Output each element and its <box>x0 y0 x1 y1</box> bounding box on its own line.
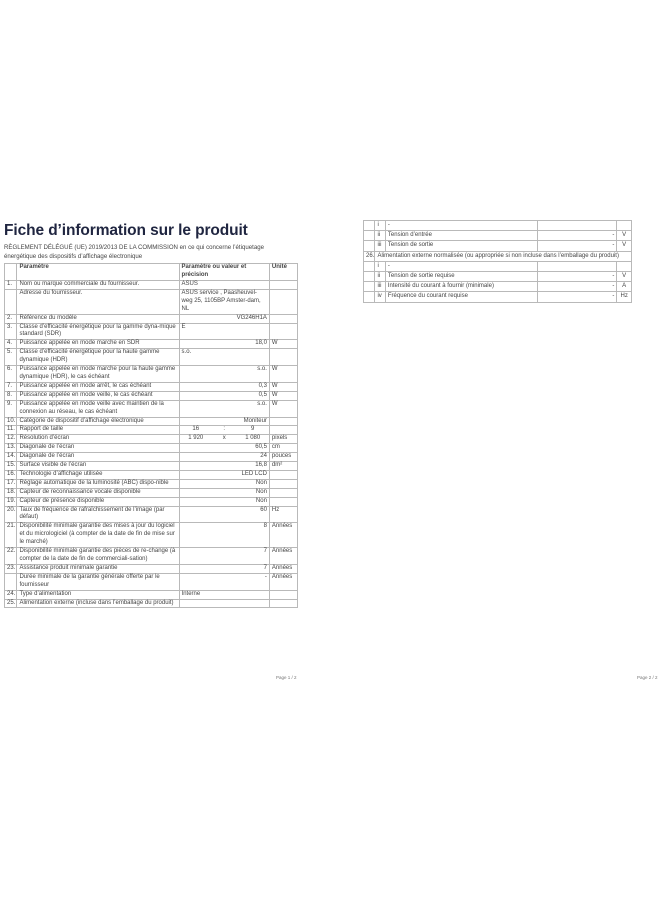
table-row <box>5 382 298 391</box>
row-value: 7 <box>179 564 269 573</box>
value-part: 9 <box>251 426 255 433</box>
row-parameter: Disponibilité minimale garantie des pièces de re-change (à compter de la date de fin de commerciali-sation) <box>17 548 179 565</box>
row-value: ASUS service , Paasheuvel-weg 25, 1105BP Amster-dam, NL <box>179 289 269 314</box>
row-parameter: Fréquence du courant requise <box>385 292 537 302</box>
row-parameter: Diagonale de l’écran <box>17 453 179 462</box>
row-sub-index: iii <box>375 241 385 251</box>
row-value: 24 <box>179 453 269 462</box>
row-parameter: Diagonale de l’écran <box>17 444 179 453</box>
page-number-2: Page 2 / 2 <box>637 675 658 680</box>
table-row <box>5 349 298 366</box>
row-unit: Hz <box>617 292 632 302</box>
row-value: - <box>538 231 617 241</box>
row-unit: W <box>269 382 297 391</box>
table-header-row <box>5 264 298 281</box>
row-value: ASUS <box>179 281 269 290</box>
row-value: 8 <box>179 523 269 548</box>
row-number: 7. <box>5 382 17 391</box>
row-value: LED LCD <box>179 470 269 479</box>
row-unit <box>269 497 297 506</box>
row-sub-index: ii <box>375 231 385 241</box>
row-value: s.o. <box>179 349 269 366</box>
row-parameter: Type d’alimentation <box>17 590 179 599</box>
table-row <box>5 573 298 590</box>
value-part: : <box>223 426 226 433</box>
row-unit <box>269 349 297 366</box>
row-number: 8. <box>5 391 17 400</box>
row-parameter: Capteur de présence disponible <box>17 497 179 506</box>
row-number: 18. <box>5 488 17 497</box>
row-unit <box>269 599 297 608</box>
row-value: 60 <box>179 506 269 523</box>
row-parameter: Adresse du fournisseur. <box>17 289 179 314</box>
row-sub-index: ii <box>375 272 385 282</box>
table-row <box>5 548 298 565</box>
row-number: 3. <box>5 323 17 340</box>
row-unit <box>617 221 632 231</box>
row-unit <box>269 281 297 290</box>
row-value: Non <box>179 479 269 488</box>
table-row <box>5 289 298 314</box>
table-row <box>5 488 298 497</box>
row-value: 7 <box>179 548 269 565</box>
row-number: 19. <box>5 497 17 506</box>
power-supply-table <box>363 220 632 303</box>
row-unit: V <box>617 241 632 251</box>
row-number: 2. <box>5 314 17 323</box>
row-number <box>364 231 375 241</box>
table-row <box>5 314 298 323</box>
row-value: 0,3 <box>179 382 269 391</box>
row-number <box>5 573 17 590</box>
table-row <box>364 231 632 241</box>
table-row <box>5 497 298 506</box>
row-number <box>364 221 375 231</box>
row-value <box>179 435 269 444</box>
value-part: x <box>222 435 226 442</box>
row-value: Interne <box>179 590 269 599</box>
row-parameter: Surface visible de l’écran <box>17 462 179 471</box>
row-parameter: Classe d’efficacité énergétique pour la gamme dyna-mique standard (SDR) <box>17 323 179 340</box>
row-value: 0,5 <box>179 391 269 400</box>
row-unit <box>269 323 297 340</box>
row-number <box>364 292 375 302</box>
row-unit <box>269 488 297 497</box>
row-number: 12. <box>5 435 17 444</box>
table-row <box>5 470 298 479</box>
row-number: 22. <box>5 548 17 565</box>
row-unit <box>269 426 297 435</box>
row-value: 18,0 <box>179 340 269 349</box>
row-unit: cm <box>269 444 297 453</box>
row-unit: W <box>269 366 297 383</box>
row-unit: W <box>269 340 297 349</box>
row-parameter: - <box>385 221 537 231</box>
row-parameter: Puissance appelée en mode marche en SDR <box>17 340 179 349</box>
row-parameter: Technologie d’affichage utilisée <box>17 470 179 479</box>
row-value: 60,5 <box>179 444 269 453</box>
table-row <box>5 400 298 417</box>
row-value: - <box>538 282 617 292</box>
row-parameter: Référence du modèle <box>17 314 179 323</box>
table-row <box>5 523 298 548</box>
row-unit: dm² <box>269 462 297 471</box>
table-row <box>5 444 298 453</box>
table-row <box>364 282 632 292</box>
page-number-1: Page 1 / 2 <box>276 675 297 680</box>
row-unit: pouces <box>269 453 297 462</box>
page-two <box>363 220 632 303</box>
table-row <box>364 221 632 231</box>
row-value: - <box>179 573 269 590</box>
row-number: 25. <box>5 599 17 608</box>
table-row <box>5 417 298 426</box>
row-value: VG246H1A <box>179 314 269 323</box>
row-unit: pixels <box>269 435 297 444</box>
row-parameter: Résolution d’écran <box>17 435 179 444</box>
table-row <box>5 599 298 608</box>
row-number: 5. <box>5 349 17 366</box>
row-value: Non <box>179 488 269 497</box>
row-value: Moniteur <box>179 417 269 426</box>
row-value: - <box>538 292 617 302</box>
table-row <box>5 426 298 435</box>
row-number: 21. <box>5 523 17 548</box>
row-number: 9. <box>5 400 17 417</box>
row-parameter: Disponibilité minimale garantie des mises à jour du logiciel et du micrologiciel (à compter de la date de fin de mise sur le marché) <box>17 523 179 548</box>
row-parameter: Puissance appelée en mode marche pour la haute gamme dynamique (HDR), le cas échéant <box>17 366 179 383</box>
row-unit <box>269 289 297 314</box>
table-row <box>364 241 632 251</box>
row-number: 17. <box>5 479 17 488</box>
row-parameter: Classe d’efficacité énergétique pour la haute gamme dynamique (HDR) <box>17 349 179 366</box>
row-parameter: - <box>385 261 537 271</box>
value-part: 1 080 <box>245 435 261 442</box>
table-row <box>5 281 298 290</box>
row-number <box>5 289 17 314</box>
row-unit: Années <box>269 548 297 565</box>
row-unit: W <box>269 391 297 400</box>
table-row <box>5 453 298 462</box>
row-number: 24. <box>5 590 17 599</box>
row-sub-index: iii <box>375 282 385 292</box>
row-parameter: Tension de sortie requise <box>385 272 537 282</box>
row-number <box>364 261 375 271</box>
table-row <box>364 272 632 282</box>
table-row <box>364 261 632 271</box>
row-unit <box>269 417 297 426</box>
row-unit: W <box>269 400 297 417</box>
row-unit <box>269 479 297 488</box>
row-parameter: Capteur de reconnaissance vocale disponible <box>17 488 179 497</box>
row-number: 15. <box>5 462 17 471</box>
row-number: 13. <box>5 444 17 453</box>
value-part: 1 920 <box>188 435 204 442</box>
row-value: Non <box>179 497 269 506</box>
regulation-intro: RÈGLEMENT DÉLÉGUÉ (UE) 2019/2013 DE LA COMMISSION en ce qui concerne l’étiquetage énergétique des dispositifs d’affichage électronique <box>4 244 265 260</box>
row-parameter: Tension d’entrée <box>385 231 537 241</box>
row-number: 4. <box>5 340 17 349</box>
row-number <box>364 272 375 282</box>
table-row <box>364 251 632 261</box>
row-unit: V <box>617 231 632 241</box>
row-number: 14. <box>5 453 17 462</box>
row-parameter: Rapport de taille <box>17 426 179 435</box>
row-number <box>364 241 375 251</box>
row-unit <box>269 314 297 323</box>
header-value: Paramètre ou valeur et précision <box>179 264 269 281</box>
product-info-table <box>4 263 298 608</box>
row-value <box>538 261 617 271</box>
row-sub-index: i <box>375 221 385 231</box>
row-number <box>364 282 375 292</box>
row-parameter: Alimentation externe (incluse dans l’emballage du produit) <box>17 599 179 608</box>
table-row <box>5 435 298 444</box>
table-row <box>5 391 298 400</box>
row-number: 1. <box>5 281 17 290</box>
page-one <box>4 221 299 608</box>
row-value <box>538 221 617 231</box>
row-value <box>179 426 269 435</box>
row-number: 26. <box>364 251 375 261</box>
table-row <box>5 366 298 383</box>
value-part: 16 <box>192 426 200 433</box>
row-parameter: Nom ou marque commerciale du fournisseur. <box>17 281 179 290</box>
row-number: 11. <box>5 426 17 435</box>
row-parameter: Puissance appelée en mode arrêt, le cas échéant <box>17 382 179 391</box>
row-number: 10. <box>5 417 17 426</box>
row-sub-index: iv <box>375 292 385 302</box>
row-unit: Années <box>269 564 297 573</box>
row-parameter: Catégorie de dispositif d’affichage électronique <box>17 417 179 426</box>
table-row <box>5 564 298 573</box>
table-row <box>5 506 298 523</box>
row-unit: V <box>617 272 632 282</box>
row-value: s.o. <box>179 366 269 383</box>
row-unit: Hz <box>269 506 297 523</box>
row-number: 6. <box>5 366 17 383</box>
row-number: 20. <box>5 506 17 523</box>
row-sub-index: i <box>375 261 385 271</box>
row-unit: A <box>617 282 632 292</box>
table-row <box>5 323 298 340</box>
row-unit: Années <box>269 523 297 548</box>
table-row <box>5 590 298 599</box>
row-number: 16. <box>5 470 17 479</box>
row-parameter: Réglage automatique de la luminosité (ABC) dispo-nible <box>17 479 179 488</box>
row-number: 23. <box>5 564 17 573</box>
row-parameter: Assistance produit minimale garantie <box>17 564 179 573</box>
row-unit <box>617 261 632 271</box>
row-parameter: Puissance appelée en mode veille, le cas échéant <box>17 391 179 400</box>
page-title: Fiche d’information sur le produit <box>4 222 248 239</box>
row-unit <box>269 590 297 599</box>
row-value: - <box>538 272 617 282</box>
row-parameter: Durée minimale de la garantie générale offerte par le fournisseur <box>17 573 179 590</box>
table-row <box>5 340 298 349</box>
row-parameter: Puissance appelée en mode veille avec maintien de la connexion au réseau, le cas échéant <box>17 400 179 417</box>
header-unit: Unité <box>269 264 297 281</box>
row-parameter: Taux de fréquence de rafraîchissement de l’image (par défaut) <box>17 506 179 523</box>
table-row <box>5 462 298 471</box>
row-value: - <box>538 241 617 251</box>
row-value: s.o. <box>179 400 269 417</box>
row-parameter: Tension de sortie <box>385 241 537 251</box>
row-unit <box>269 470 297 479</box>
row-section-title: Alimentation externe normalisée (ou appropriée si non incluse dans l’emballage du produit) <box>375 251 632 261</box>
header-param: Paramètre <box>17 264 179 281</box>
row-parameter: Intensité du courant à fournir (minimale) <box>385 282 537 292</box>
table-row <box>364 292 632 302</box>
row-value: E <box>179 323 269 340</box>
row-value: 16,8 <box>179 462 269 471</box>
row-value <box>179 599 269 608</box>
row-unit: Années <box>269 573 297 590</box>
table-row <box>5 479 298 488</box>
